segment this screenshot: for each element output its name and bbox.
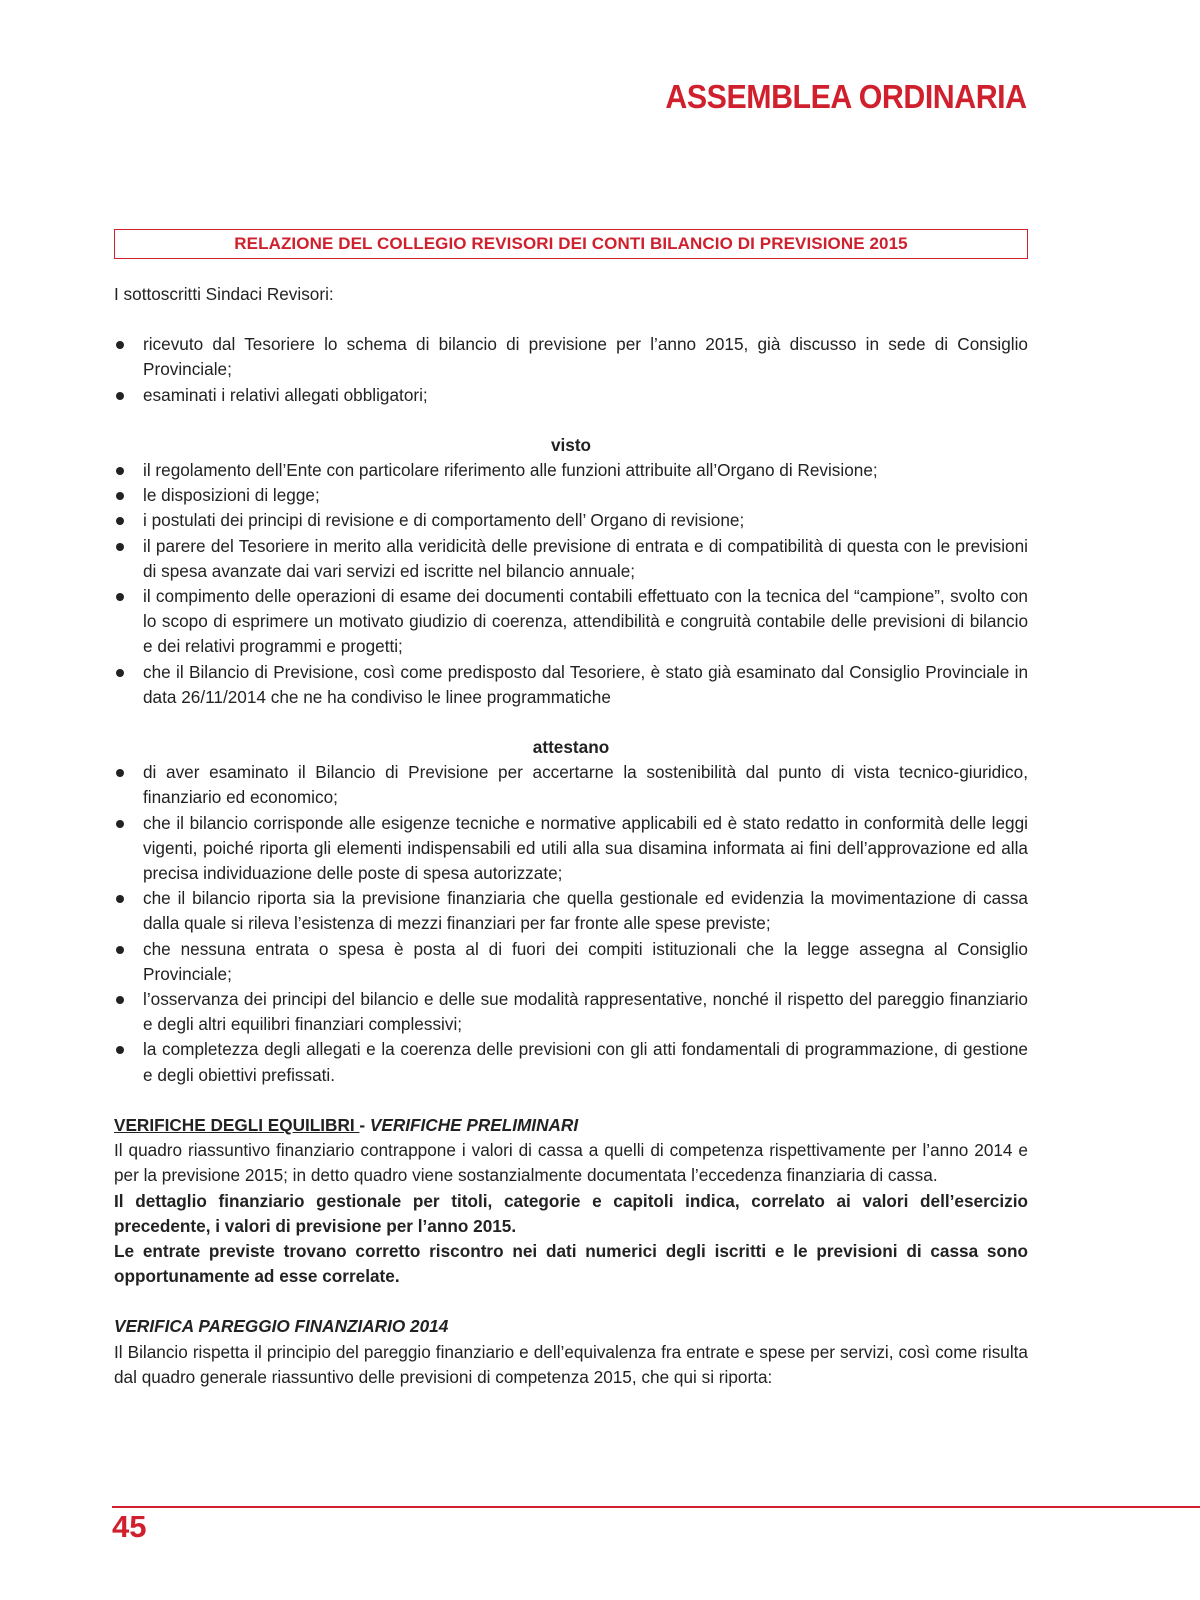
list-item: l’osservanza dei principi del bilancio e delle sue modalità rappresentative, nonché il rispetto del pareggio finanziario e degli altri equilibri finanziari complessivi; (114, 987, 1028, 1037)
list-item: che il bilancio corrisponde alle esigenze tecniche e normative applicabili ed è stato redatto in conformità delle leggi vigenti, poiché riporta gli elementi indispensabili ed utili alla sua disamina informata ai fini dell’approvazione ed alla precisa individuazione delle poste di spesa autorizzate; (114, 811, 1028, 887)
section-title: ASSEMBLEA ORDINARIA (665, 78, 1027, 115)
verifiche-bold-paragraph-2: Le entrate previste trovano corretto riscontro nei dati numerici degli iscritti e le previsioni di cassa sono opportunamente ad esse correlate. (114, 1240, 1028, 1287)
list-item: che il Bilancio di Previsione, così come predisposto dal Tesoriere, è stato già esaminato dal Consiglio Provinciale in data 26/11/2014 che ne ha condiviso le linee programmatiche (114, 660, 1028, 710)
page-number: 45 (112, 1509, 147, 1544)
list-item: il regolamento dell’Ente con particolare riferimento alle funzioni attribuite all’Organo di Revisione; (114, 458, 1028, 483)
visto-list (114, 458, 1028, 710)
intro-text: I sottoscritti Sindaci Revisori: (114, 284, 334, 304)
footer-rule (112, 1506, 1200, 1508)
list-item: il compimento delle operazioni di esame dei documenti contabili effettuato con la tecnica del “campione”, svolto con lo scopo di esprimere un motivato giudizio di coerenza, attendibilità e congruità contabile delle previsioni di bilancio e dei relativi programmi e progetti; (114, 584, 1028, 660)
verifiche-heading-main: VERIFICHE DEGLI EQUILIBRI (114, 1114, 360, 1135)
list-item: di aver esaminato il Bilancio di Previsione per accertarne la sostenibilità dal punto di vista tecnico-giuridico, finanziario ed economico; (114, 760, 1028, 810)
document-title-box (114, 229, 1028, 259)
intro-list (114, 332, 1028, 408)
list-item: che nessuna entrata o spesa è posta al di fuori dei compiti istituzionali che la legge assegna al Consiglio Provinciale; (114, 937, 1028, 987)
verifiche-bold-paragraph-1: Il dettaglio finanziario gestionale per titoli, categorie e capitoli indica, correlato ai valori dell’esercizio precedente, i valori di previsione per l’anno 2015. (114, 1190, 1028, 1236)
verifiche-paragraph: Il quadro riassuntivo finanziario contrappone i valori di cassa a quelli di competenza rispettivamente per l’anno 2014 e per la previsione 2015; in detto quadro viene sostanzialmente documentata l’eccedenza finanziaria di cassa. (114, 1140, 1028, 1186)
pareggio-paragraph: Il Bilancio rispetta il principio del pareggio finanziario e dell’equivalenza fra entrate e spese per servizi, così come risulta dal quadro generale riassuntivo delle previsioni di competenza 2015, che qui si riporta: (114, 1341, 1028, 1387)
pareggio-heading: VERIFICA PAREGGIO FINANZIARIO 2014 (114, 1316, 449, 1337)
list-item: la completezza degli allegati e la coerenza delle previsioni con gli atti fondamentali di programmazione, di gestione e degli obiettivi prefissati. (114, 1037, 1028, 1087)
list-item: ricevuto dal Tesoriere lo schema di bilancio di previsione per l’anno 2015, già discusso in sede di Consiglio Provinciale; (114, 332, 1028, 382)
document-title: RELAZIONE DEL COLLEGIO REVISORI DEI CONTI BILANCIO DI PREVISIONE 2015 (234, 234, 908, 253)
list-item: le disposizioni di legge; (114, 483, 1028, 508)
list-item: i postulati dei principi di revisione e di comportamento dell’ Organo di revisione; (114, 508, 1028, 533)
verifiche-heading (114, 1113, 1028, 1138)
verifiche-heading-separator: - (359, 1114, 370, 1135)
document-body (114, 282, 1028, 1390)
attestano-heading: attestano (532, 737, 610, 758)
list-item: il parere del Tesoriere in merito alla veridicità delle previsione di entrata e di compatibilità di questa con le previsioni di spesa avanzate dai vari servizi ed iscritte nel bilancio annuale; (114, 534, 1028, 584)
attestano-list (114, 760, 1028, 1088)
list-item: che il bilancio riporta sia la previsione finanziaria che quella gestionale ed evidenzia la movimentazione di cassa dalla quale si rileva l’esistenza di mezzi finanziari per far fronte alle spese previste; (114, 886, 1028, 936)
list-item: esaminati i relativi allegati obbligatori; (114, 383, 1028, 408)
verifiche-heading-sub: VERIFICHE PRELIMINARI (369, 1114, 579, 1135)
visto-heading: visto (550, 434, 592, 455)
